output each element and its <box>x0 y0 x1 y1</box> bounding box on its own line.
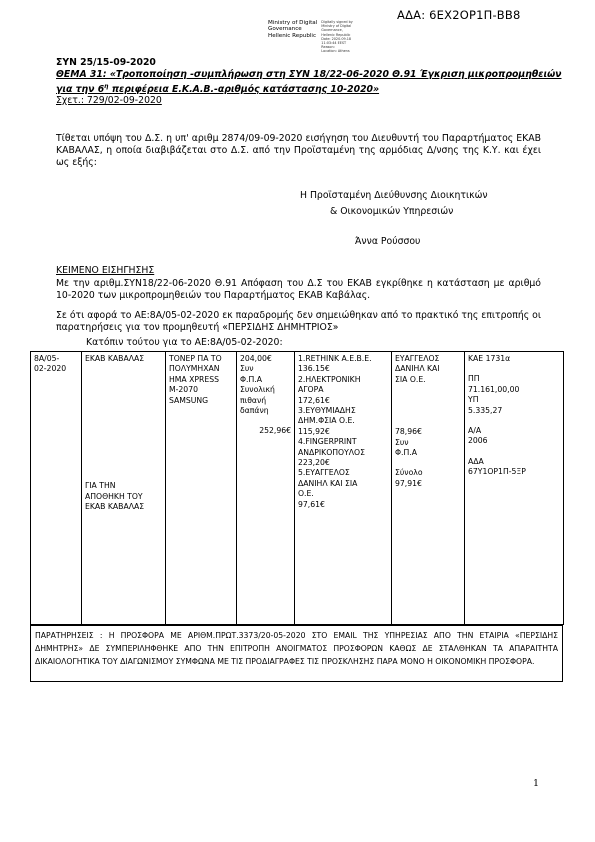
cell-offers <box>295 352 392 625</box>
intro-paragraph: Τίθεται υπόψη του Δ.Σ. η υπ' αριθμ 2874/09-09-2020 εισήγηση του Διευθυντή του Παραρτήματος ΕΚΑΒ ΚΑΒΑΛΑΣ, η οποία διαβιβάζεται στο Δ.Σ. από την Προϊσταμένη της αρμόδιας Δ/νσης της Κ.Υ. και έχει ως εξής: <box>56 133 541 168</box>
table-row <box>31 352 564 625</box>
text-line: 71.161,00,00 <box>468 384 520 394</box>
text-line: Ministry of Digital <box>268 20 318 26</box>
cell-unit <box>82 352 166 625</box>
text-line: ΑΝΔΡΙΚΟΠΟΥΛΟΣ <box>298 447 365 457</box>
text-line: δαπάνη <box>240 406 269 416</box>
proposal-paragraph-1: Με την αριθμ.ΣΥΝ18/22-06-2020 Θ.91 Απόφαση του Δ.Σ του ΕΚΑΒ εγκρίθηκε η κατάσταση με αριθμό 10-2020 των μικροπρομηθειών του Παραρτήματος ΕΚΑΒ Καβάλας. <box>56 278 541 301</box>
text-line: ΣΙΑ Ο.Ε. <box>395 374 426 384</box>
text-line: 115,92€ <box>298 426 330 436</box>
text-line: ΔΑΝΙΗΛ ΚΑΙ <box>395 364 440 374</box>
page-number: 1 <box>533 778 540 789</box>
text-line: 97,61€ <box>298 499 325 509</box>
cell-item <box>166 352 237 625</box>
text-line: ΚΑΕ 1731α <box>468 354 511 363</box>
text-line: 204,00€ <box>240 354 272 363</box>
signer-name: Άννα Ρούσσου <box>355 236 421 247</box>
text-line: ΑΓΟΡΑ <box>298 385 324 395</box>
text-line: 136.15€ <box>298 364 330 374</box>
ministry-lines <box>268 20 317 54</box>
cell-kae <box>465 352 564 625</box>
text-line: Φ.Π.Α <box>395 448 417 458</box>
text-line: ΠΠ <box>468 374 480 384</box>
text-line: 97,91€ <box>395 478 422 488</box>
text-line: ΕΚΑΒ ΚΑΒΑΛΑΣ <box>85 502 145 512</box>
text-line: 1.RETHINK Α.Ε.Β.Ε. <box>298 354 372 363</box>
text-line: ΓΙΑ ΤΗΝ <box>85 481 116 491</box>
text-line: SAMSUNG <box>169 395 209 405</box>
text-line: 78,96€ <box>395 427 422 437</box>
text-line: Ο.Ε. <box>298 489 314 499</box>
text-line: ΑΠΟΘΗΚΗ ΤΟΥ <box>85 491 143 501</box>
session-number: ΣΥΝ 25/15-09-2020 <box>56 57 156 68</box>
text-line: Reason: <box>321 45 335 50</box>
text-line: 5.ΕΥΑΓΓΕΛΟΣ <box>298 468 350 478</box>
text-line: 2.ΗΛΕΚΤΡΟΝΙΚΗ <box>298 374 361 384</box>
text-line: 2006 <box>468 436 488 446</box>
text-line: 11:03:44 EEST <box>321 41 347 46</box>
text-line: Συν <box>395 437 409 447</box>
text-line: ΥΠ <box>468 395 479 405</box>
text-line: 67Υ1ΟΡ1Π-5ΞΡ <box>468 467 526 477</box>
text-line: 8Α/05- <box>34 354 60 363</box>
text-line: ΕΥΑΓΓΕΛΟΣ <box>395 354 440 363</box>
text-line: 172,61€ <box>298 395 330 405</box>
text-line: Α/Α <box>468 426 482 436</box>
text-line: ΔΑΝΙΗΛ ΚΑΙ ΣΙΑ <box>298 478 358 488</box>
text-line: πιθανή <box>240 395 267 405</box>
text-line: Σύνολο <box>395 468 423 478</box>
proposal-heading: ΚΕΙΜΕΝΟ ΕΙΣΗΓΗΣΗΣ <box>56 265 155 276</box>
text-line: Date: 2020.09.18 <box>321 36 352 41</box>
cell-ae-number <box>31 352 82 625</box>
subject-line-1: ΘΕΜΑ 31: «Τροποποίηση -συμπλήρωση στη ΣΥΝ 18/22-06-2020 Θ.91 Έγκριση μικροπρομηθειών <box>56 69 562 80</box>
proposal-paragraph-2: Σε ότι αφορά το ΑΕ:8Α/05-02-2020 εκ παραδρομής δεν σημειώθηκαν από το πρακτικό της επιτροπής οι παρατηρήσεις για τον προμηθευτή «ΠΕΡΣΙΔΗΣ ΔΗΜΗΤΡΙΟΣ» <box>56 310 541 333</box>
text-line: 223,20€ <box>298 458 330 468</box>
sign-line-2: & Οικονομικών Υπηρεσιών <box>330 206 454 217</box>
text-line: M-2070 <box>169 385 198 395</box>
text-line: Συν <box>240 364 254 374</box>
digital-signature-block <box>268 20 353 54</box>
subject-line-2: για την $6^\eta$ περιφέρεια Ε.Κ.Α.Β.-αριθμός κατάστασης 10-2020» <box>56 83 380 96</box>
text-line: Φ.Π.Α <box>240 374 262 384</box>
text-line: Digitally signed by <box>321 20 353 24</box>
text-line: 4.FINGERPRINT <box>298 437 357 447</box>
text-line: Governance, <box>321 28 343 33</box>
text-line: ΕΚΑΒ ΚΑΒΑΛΑΣ <box>85 354 145 363</box>
text-line: Location: Athens <box>321 49 350 54</box>
signature-details <box>321 20 353 54</box>
remarks-box: ΠΑΡΑΤΗΡΗΣΕΙΣ : Η ΠΡΟΣΦΟΡΑ ΜΕ ΑΡΙΘΜ.ΠΡΩΤ.3373/20-05-2020 ΣΤΟ EMAIL ΤΗΣ ΥΠΗΡΕΣΙΑΣ ΑΠΟ ΤΗΝ ΕΤΑΙΡΙΑ «ΠΕΡΣΙΔΗΣ ΔΗΜΗΤΡΗΣ» ΔΕ ΣΥΜΠΕΡΙΛΗΦΘΗΚΕ ΑΠΟ ΤΗΝ ΕΠΙΤΡΟΠΗ ΑΝΟΙΓΜΑΤΟΣ ΠΡΟΣΦΟΡΩΝ ΚΑΘΩΣ ΔΕ ΣΤΑΛΘΗΚΑΝ ΤΑ ΑΠΑΡΑΙΤΗΤΑ ΔΙΚΑΙΟΛΟΓΗΤΙΚΑ ΤΟΥ ΔΙΑΓΩΝΙΣΜΟΥ ΣΥΜΦΩΝΑ ΜΕ ΤΙΣ ΠΡΟΔΙΑΓΡΑΦΕΣ ΤΙΣ ΠΡΟΣΚΛΗΣΗΣ ΠΑΡΑ ΜΟΝΟ Η ΟΙΚΟΝΟΜΙΚΗ ΠΡΟΣΦΟΡΑ. <box>30 625 563 682</box>
text-line: ΗΜΑ XPRESS <box>169 374 219 384</box>
text-line: ΤΟΝΕΡ ΠΑ ΤΟ <box>169 354 222 363</box>
text-line: 02-2020 <box>34 364 67 374</box>
procurement-table <box>30 351 564 625</box>
text-line: ΔΗΜ.ΦΣΙΑ Ο.Ε. <box>298 416 355 426</box>
text-line: Hellenic Republic <box>268 32 317 39</box>
text-line: ΑΔΑ <box>468 456 484 466</box>
text-line: 3.ΕΥΘΥΜΙΑΔΗΣ <box>298 406 356 416</box>
sign-line-1: Η Προϊσταμένη Διεύθυνσης Διοικητικών <box>300 190 488 201</box>
text-line: Governance <box>268 26 302 33</box>
text-line: Ministry of Digital <box>321 24 352 29</box>
text-line: Συνολική <box>240 385 275 395</box>
text-line: 5.335,27 <box>468 405 503 415</box>
ada-code: ΑΔΑ: 6ΕΧ2ΟΡ1Π-ΒΒ8 <box>397 8 521 22</box>
cell-cost: 204,00€ Συν Φ.Π.Α Συνολική πιθανή δαπάνη 252,96€ <box>237 352 295 625</box>
cell-winner <box>392 352 465 625</box>
text-line: Hellenic Republic <box>321 32 351 37</box>
proposal-paragraph-3: Κατόπιν τούτου για το ΑΕ:8Α/05-02-2020: <box>86 337 283 348</box>
text-line: ΠΟΛΥΜΗΧΑΝ <box>169 364 220 374</box>
reference: Σχετ.: 729/02-09-2020 <box>56 95 162 106</box>
